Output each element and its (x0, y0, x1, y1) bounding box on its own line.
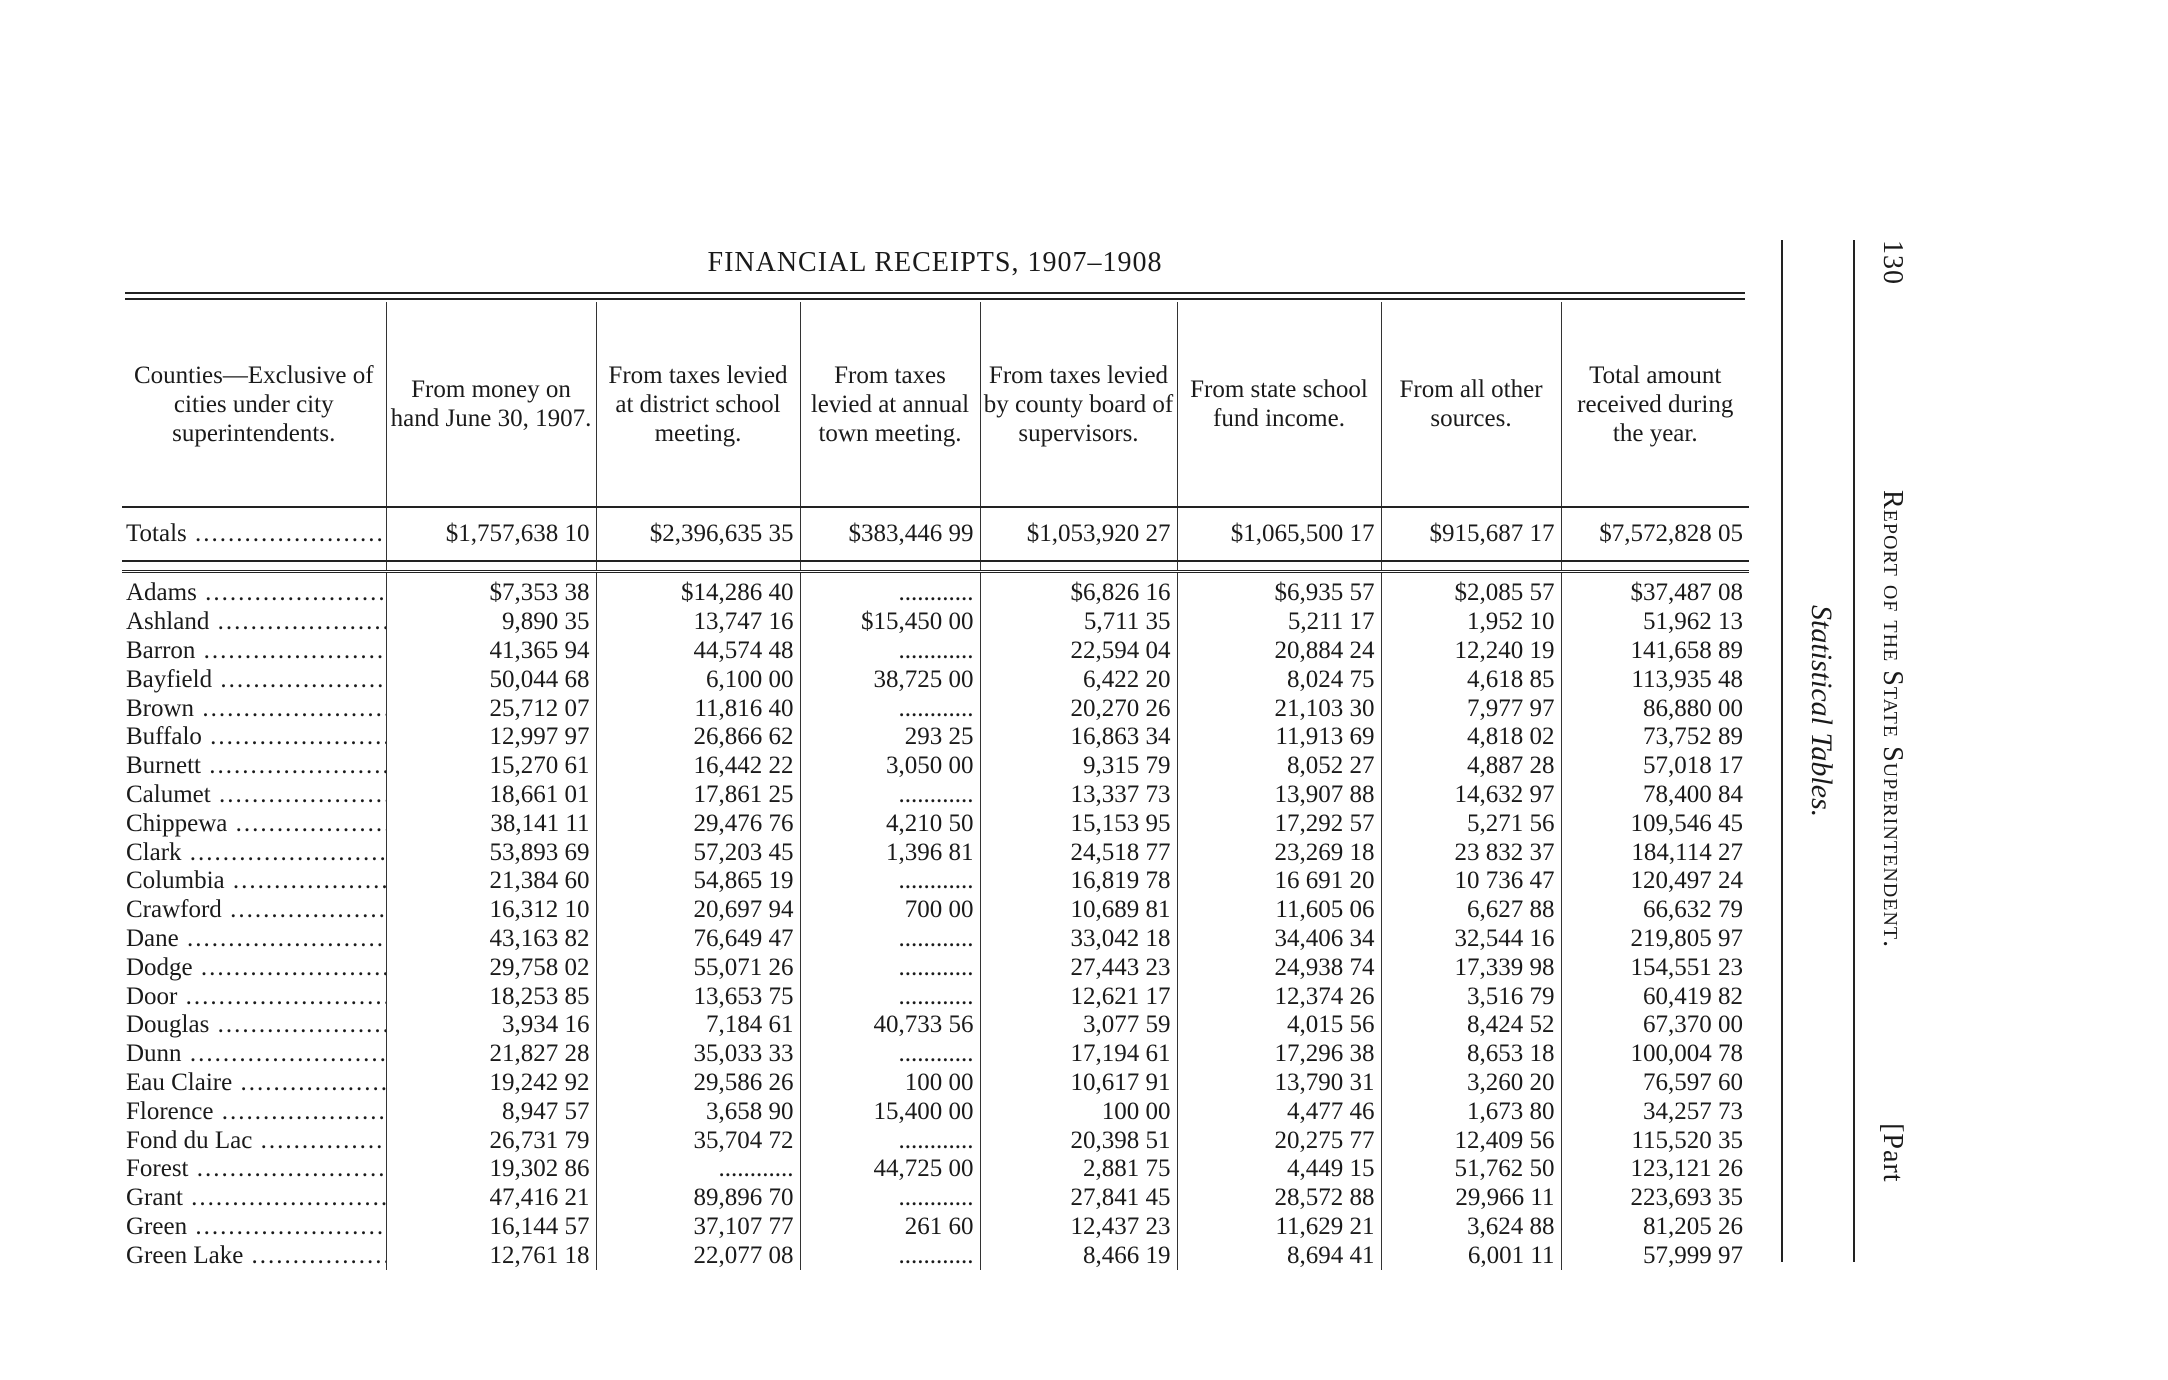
cell-value: 9,890 35 (386, 608, 596, 637)
table-row (122, 694, 1749, 723)
cell-value: 20,884 24 (1177, 637, 1381, 666)
cell-value: 18,253 85 (386, 982, 596, 1011)
county-name: Ashland ..... (122, 608, 386, 637)
cell-value: 50,044 68 (386, 665, 596, 694)
county-name: Grant ..... (122, 1184, 386, 1213)
cell-value: 219,805 97 (1561, 925, 1749, 954)
cell-value: 8,052 27 (1177, 752, 1381, 781)
cell-value: 5,211 17 (1177, 608, 1381, 637)
county-name: Columbia ..... (122, 867, 386, 896)
financial-receipts-table (122, 302, 1749, 1270)
table-title: FINANCIAL RECEIPTS, 1907–1908 (707, 247, 1163, 278)
totals-value: $2,396,635 35 (596, 507, 800, 561)
cell-value: $15,450 00 (800, 608, 980, 637)
cell-value: 3,260 20 (1381, 1069, 1561, 1098)
cell-value: 57,203 45 (596, 838, 800, 867)
county-name: Door ..... (122, 982, 386, 1011)
table-row (122, 867, 1749, 896)
county-name: Bayfield ..... (122, 665, 386, 694)
cell-value: 13,653 75 (596, 982, 800, 1011)
cell-value: $6,935 57 (1177, 572, 1381, 608)
cell-value: 44,725 00 (800, 1155, 980, 1184)
cell-value: 700 00 (800, 896, 980, 925)
cell-value: 16,312 10 (386, 896, 596, 925)
header-counties: Counties—Exclusive of cities under city superintendents. (133, 361, 374, 447)
cell-value: 1,673 80 (1381, 1097, 1561, 1126)
cell-value: 73,752 89 (1561, 723, 1749, 752)
cell-value: 4,887 28 (1381, 752, 1561, 781)
cell-value: 4,015 56 (1177, 1011, 1381, 1040)
header-money-on-hand: From money on hand June 30, 1907. (386, 302, 596, 507)
cell-value: 4,618 85 (1381, 665, 1561, 694)
county-name: Calumet ..... (122, 781, 386, 810)
header-county-taxes: From taxes levied by county board of supervisors. (980, 302, 1177, 507)
cell-value: 16,863 34 (980, 723, 1177, 752)
cell-value: 16,144 57 (386, 1213, 596, 1242)
cell-value: $14,286 40 (596, 572, 800, 608)
cell-value: 10 736 47 (1381, 867, 1561, 896)
cell-value: ............ (800, 637, 980, 666)
cell-value: 20,270 26 (980, 694, 1177, 723)
cell-value: 13,747 16 (596, 608, 800, 637)
cell-value: 29,758 02 (386, 953, 596, 982)
county-name: Green ..... (122, 1213, 386, 1242)
cell-value: ............ (800, 953, 980, 982)
cell-value: 29,586 26 (596, 1069, 800, 1098)
cell-value: 12,409 56 (1381, 1126, 1561, 1155)
cell-value: 100 00 (800, 1069, 980, 1098)
totals-value: $1,757,638 10 (386, 507, 596, 561)
cell-value: 9,315 79 (980, 752, 1177, 781)
cell-value: 29,966 11 (1381, 1184, 1561, 1213)
cell-value: 12,997 97 (386, 723, 596, 752)
cell-value: 184,114 27 (1561, 838, 1749, 867)
cell-value: 67,370 00 (1561, 1011, 1749, 1040)
cell-value: 141,658 89 (1561, 637, 1749, 666)
cell-value: 16,442 22 (596, 752, 800, 781)
table-row (122, 608, 1749, 637)
table-row (122, 838, 1749, 867)
cell-value: 293 25 (800, 723, 980, 752)
table-row (122, 637, 1749, 666)
cell-value: 23 832 37 (1381, 838, 1561, 867)
cell-value: 17,296 38 (1177, 1040, 1381, 1069)
cell-value: ............ (800, 694, 980, 723)
cell-value: 4,210 50 (800, 809, 980, 838)
cell-value: 10,617 91 (980, 1069, 1177, 1098)
cell-value: 4,449 15 (1177, 1155, 1381, 1184)
cell-value: 11,629 21 (1177, 1213, 1381, 1242)
running-head-title: Report of the State Superintendent. (1877, 490, 1908, 949)
cell-value: 21,384 60 (386, 867, 596, 896)
header-total: Total amount received during the year. (1561, 302, 1749, 507)
cell-value: ............ (800, 1040, 980, 1069)
cell-value: 41,365 94 (386, 637, 596, 666)
cell-value: 8,694 41 (1177, 1241, 1381, 1270)
cell-value: 6,100 00 (596, 665, 800, 694)
cell-value: ............ (800, 925, 980, 954)
table-row (122, 665, 1749, 694)
cell-value: 89,896 70 (596, 1184, 800, 1213)
cell-value: 100,004 78 (1561, 1040, 1749, 1069)
cell-value: 28,572 88 (1177, 1184, 1381, 1213)
cell-value: ............ (800, 781, 980, 810)
table-row (122, 982, 1749, 1011)
cell-value: 38,725 00 (800, 665, 980, 694)
cell-value: 19,302 86 (386, 1155, 596, 1184)
county-name: Clark ..... (122, 838, 386, 867)
cell-value: 21,103 30 (1177, 694, 1381, 723)
county-name: Adams ..... (122, 572, 386, 608)
cell-value: $37,487 08 (1561, 572, 1749, 608)
cell-value: 24,938 74 (1177, 953, 1381, 982)
county-name: Barron ..... (122, 637, 386, 666)
cell-value: 4,818 02 (1381, 723, 1561, 752)
page-number: 130 (1877, 240, 1908, 285)
table-row (122, 1097, 1749, 1126)
header-row (122, 302, 1749, 507)
cell-value: 14,632 97 (1381, 781, 1561, 810)
cell-value: 3,624 88 (1381, 1213, 1561, 1242)
cell-value: 86,880 00 (1561, 694, 1749, 723)
totals-value: $915,687 17 (1381, 507, 1561, 561)
cell-value: 18,661 01 (386, 781, 596, 810)
cell-value: ............ (800, 982, 980, 1011)
county-name: Forest ..... (122, 1155, 386, 1184)
table-row (122, 896, 1749, 925)
cell-value: 17,194 61 (980, 1040, 1177, 1069)
totals-separator (122, 561, 1749, 572)
cell-value: 3,516 79 (1381, 982, 1561, 1011)
cell-value: $7,353 38 (386, 572, 596, 608)
cell-value: ............ (800, 572, 980, 608)
county-name: Dunn ..... (122, 1040, 386, 1069)
cell-value: 60,419 82 (1561, 982, 1749, 1011)
county-name: Crawford ..... (122, 896, 386, 925)
totals-value: $1,053,920 27 (980, 507, 1177, 561)
cell-value: 34,406 34 (1177, 925, 1381, 954)
cell-value: ............ (800, 867, 980, 896)
cell-value: 115,520 35 (1561, 1126, 1749, 1155)
cell-value: 11,605 06 (1177, 896, 1381, 925)
cell-value: 123,121 26 (1561, 1155, 1749, 1184)
cell-value: 154,551 23 (1561, 953, 1749, 982)
county-name: Fond du Lac ..... (122, 1126, 386, 1155)
running-head (1876, 240, 1908, 1183)
cell-value: 34,257 73 (1561, 1097, 1749, 1126)
cell-value: 47,416 21 (386, 1184, 596, 1213)
cell-value: 20,697 94 (596, 896, 800, 925)
cell-value: 24,518 77 (980, 838, 1177, 867)
cell-value: 57,999 97 (1561, 1241, 1749, 1270)
cell-value: 40,733 56 (800, 1011, 980, 1040)
county-name: Buffalo ..... (122, 723, 386, 752)
header-district-taxes: From taxes levied at district school meeting. (596, 302, 800, 507)
cell-value: 17,861 25 (596, 781, 800, 810)
cell-value: ............ (800, 1126, 980, 1155)
cell-value: 19,242 92 (386, 1069, 596, 1098)
table-row (122, 1069, 1749, 1098)
cell-value: 76,649 47 (596, 925, 800, 954)
cell-value: ............ (596, 1155, 800, 1184)
table-row (122, 572, 1749, 608)
cell-value: 55,071 26 (596, 953, 800, 982)
cell-value: 20,275 77 (1177, 1126, 1381, 1155)
cell-value: 8,653 18 (1381, 1040, 1561, 1069)
table-row (122, 1126, 1749, 1155)
cell-value: 109,546 45 (1561, 809, 1749, 838)
table-row (122, 1011, 1749, 1040)
cell-value: 11,816 40 (596, 694, 800, 723)
county-name: Brown ..... (122, 694, 386, 723)
cell-value: 22,594 04 (980, 637, 1177, 666)
cell-value: 13,337 73 (980, 781, 1177, 810)
cell-value: 16 691 20 (1177, 867, 1381, 896)
table-row (122, 1184, 1749, 1213)
table-row (122, 953, 1749, 982)
cell-value: 27,443 23 (980, 953, 1177, 982)
cell-value: 5,271 56 (1381, 809, 1561, 838)
cell-value: 17,339 98 (1381, 953, 1561, 982)
cell-value: $2,085 57 (1381, 572, 1561, 608)
cell-value: 5,711 35 (980, 608, 1177, 637)
cell-value: 21,827 28 (386, 1040, 596, 1069)
cell-value: 7,977 97 (1381, 694, 1561, 723)
cell-value: 11,913 69 (1177, 723, 1381, 752)
table-row (122, 752, 1749, 781)
county-name: Dane ..... (122, 925, 386, 954)
table-row (122, 781, 1749, 810)
cell-value: 13,790 31 (1177, 1069, 1381, 1098)
totals-label: Totals ..... (122, 507, 386, 561)
cell-value: 8,424 52 (1381, 1011, 1561, 1040)
cell-value: 22,077 08 (596, 1241, 800, 1270)
county-name: Dodge ..... (122, 953, 386, 982)
cell-value: 120,497 24 (1561, 867, 1749, 896)
cell-value: 7,184 61 (596, 1011, 800, 1040)
cell-value: 12,621 17 (980, 982, 1177, 1011)
cell-value: 261 60 (800, 1213, 980, 1242)
cell-value: 37,107 77 (596, 1213, 800, 1242)
cell-value: 1,396 81 (800, 838, 980, 867)
header-other-sources: From all other sources. (1381, 302, 1561, 507)
cell-value: 8,024 75 (1177, 665, 1381, 694)
cell-value: 12,374 26 (1177, 982, 1381, 1011)
table-row (122, 1241, 1749, 1270)
cell-value: 13,907 88 (1177, 781, 1381, 810)
cell-value: 3,077 59 (980, 1011, 1177, 1040)
county-name: Florence ..... (122, 1097, 386, 1126)
cell-value: 76,597 60 (1561, 1069, 1749, 1098)
cell-value: 78,400 84 (1561, 781, 1749, 810)
cell-value: 32,544 16 (1381, 925, 1561, 954)
cell-value: ............ (800, 1241, 980, 1270)
cell-value: 15,400 00 (800, 1097, 980, 1126)
cell-value: 51,962 13 (1561, 608, 1749, 637)
section-heading: Statistical Tables. (1805, 605, 1838, 818)
cell-value: 20,398 51 (980, 1126, 1177, 1155)
cell-value: 35,033 33 (596, 1040, 800, 1069)
cell-value: 6,001 11 (1381, 1241, 1561, 1270)
cell-value: 100 00 (980, 1097, 1177, 1126)
totals-value: $383,446 99 (800, 507, 980, 561)
cell-value: 57,018 17 (1561, 752, 1749, 781)
cell-value: 81,205 26 (1561, 1213, 1749, 1242)
table-row (122, 1213, 1749, 1242)
header-state-fund: From state school fund income. (1177, 302, 1381, 507)
cell-value: 26,731 79 (386, 1126, 596, 1155)
cell-value: 16,819 78 (980, 867, 1177, 896)
cell-value: 12,240 19 (1381, 637, 1561, 666)
cell-value: 3,050 00 (800, 752, 980, 781)
cell-value: 8,466 19 (980, 1241, 1177, 1270)
cell-value: 53,893 69 (386, 838, 596, 867)
part-label: [Part (1877, 1123, 1908, 1183)
cell-value: 43,163 82 (386, 925, 596, 954)
table-row (122, 809, 1749, 838)
margin-rule-outer (1853, 240, 1855, 1262)
cell-value: 15,270 61 (386, 752, 596, 781)
cell-value: 29,476 76 (596, 809, 800, 838)
cell-value: 66,632 79 (1561, 896, 1749, 925)
cell-value: 15,153 95 (980, 809, 1177, 838)
header-town-taxes: From taxes levied at annual town meeting. (800, 302, 980, 507)
title-rule-top (125, 292, 1745, 294)
cell-value: ............ (800, 1184, 980, 1213)
cell-value: 12,761 18 (386, 1241, 596, 1270)
cell-value: 44,574 48 (596, 637, 800, 666)
table-row (122, 723, 1749, 752)
cell-value: 35,704 72 (596, 1126, 800, 1155)
title-rule-bottom (125, 298, 1745, 300)
cell-value: 17,292 57 (1177, 809, 1381, 838)
county-name: Douglas ..... (122, 1011, 386, 1040)
cell-value: 223,693 35 (1561, 1184, 1749, 1213)
totals-row (122, 507, 1749, 561)
cell-value: 2,881 75 (980, 1155, 1177, 1184)
cell-value: 51,762 50 (1381, 1155, 1561, 1184)
county-name: Eau Claire ..... (122, 1069, 386, 1098)
margin-rule-inner (1781, 240, 1783, 1262)
county-name: Burnett ..... (122, 752, 386, 781)
cell-value: 27,841 45 (980, 1184, 1177, 1213)
county-name: Green Lake ..... (122, 1241, 386, 1270)
cell-value: 6,627 88 (1381, 896, 1561, 925)
cell-value: 3,934 16 (386, 1011, 596, 1040)
table-row (122, 1155, 1749, 1184)
cell-value: 12,437 23 (980, 1213, 1177, 1242)
cell-value: 26,866 62 (596, 723, 800, 752)
totals-value: $7,572,828 05 (1561, 507, 1749, 561)
cell-value: $6,826 16 (980, 572, 1177, 608)
cell-value: 25,712 07 (386, 694, 596, 723)
cell-value: 8,947 57 (386, 1097, 596, 1126)
cell-value: 33,042 18 (980, 925, 1177, 954)
cell-value: 3,658 90 (596, 1097, 800, 1126)
county-name: Chippewa ..... (122, 809, 386, 838)
cell-value: 1,952 10 (1381, 608, 1561, 637)
table-row (122, 1040, 1749, 1069)
cell-value: 6,422 20 (980, 665, 1177, 694)
cell-value: 113,935 48 (1561, 665, 1749, 694)
cell-value: 23,269 18 (1177, 838, 1381, 867)
cell-value: 38,141 11 (386, 809, 596, 838)
cell-value: 4,477 46 (1177, 1097, 1381, 1126)
table-row (122, 925, 1749, 954)
cell-value: 54,865 19 (596, 867, 800, 896)
totals-value: $1,065,500 17 (1177, 507, 1381, 561)
cell-value: 10,689 81 (980, 896, 1177, 925)
